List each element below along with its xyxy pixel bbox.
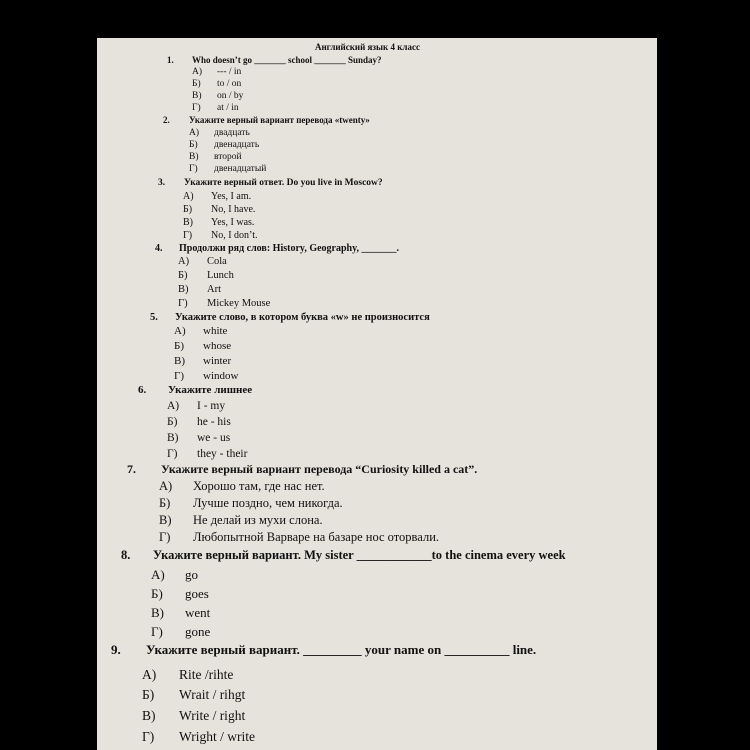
option-text: двадцать: [214, 128, 250, 138]
option-letter: А): [183, 191, 194, 202]
question-text: Продолжи ряд слов: History, Geography, _______.: [179, 243, 400, 254]
option-letter: А): [159, 479, 173, 493]
option-letter: Б): [192, 79, 201, 89]
question-number: 1.: [167, 55, 174, 65]
option-letter: Г): [178, 298, 188, 309]
option-letter: В): [189, 152, 199, 162]
option-text: we - us: [197, 432, 231, 444]
option-text: Yes, I was.: [211, 217, 255, 228]
option-text: at / in: [217, 103, 239, 113]
option-letter: Г): [192, 103, 201, 113]
option-text: Лучше поздно, чем никогда.: [193, 496, 343, 510]
option-text: No, I don’t.: [211, 230, 258, 241]
option-letter: В): [183, 217, 193, 228]
option-text: on / by: [217, 91, 244, 101]
option-text: двенадцать: [214, 140, 260, 150]
option-text: Lunch: [207, 270, 234, 281]
option-text: he - his: [197, 416, 231, 428]
question-number: 2.: [163, 115, 170, 125]
option-letter: Б): [189, 140, 198, 150]
question-text: Укажите лишнее: [168, 384, 253, 396]
option-letter: В): [159, 513, 172, 527]
option-letter: Б): [151, 586, 163, 601]
option-text: to / on: [217, 79, 242, 89]
option-text: второй: [214, 152, 242, 162]
option-text: go: [185, 567, 198, 582]
worksheet-title: Английский язык 4 класс: [315, 42, 420, 52]
question-text: Укажите верный вариант перевода «twenty»: [189, 115, 370, 125]
option-letter: А): [167, 400, 180, 412]
option-text: --- / in: [217, 67, 242, 77]
option-text: white: [203, 325, 228, 337]
question-number: 3.: [158, 178, 166, 188]
question-number: 5.: [150, 312, 158, 323]
option-text: Rite /rihte: [179, 667, 234, 682]
question-number: 7.: [127, 462, 136, 476]
option-letter: В): [174, 355, 185, 367]
option-letter: Г): [183, 230, 193, 241]
option-letter: Г): [159, 530, 171, 544]
option-text: I - my: [197, 400, 226, 412]
option-letter: А): [151, 567, 165, 582]
option-letter: Г): [142, 729, 155, 744]
option-letter: Б): [167, 416, 178, 428]
option-text: Art: [207, 284, 221, 295]
option-letter: В): [192, 91, 202, 101]
option-letter: А): [174, 325, 186, 337]
option-text: goes: [185, 586, 209, 601]
option-text: Wright / write: [179, 729, 255, 744]
question-number: 9.: [111, 642, 121, 657]
option-letter: В): [142, 708, 156, 723]
option-text: Не делай из мухи слона.: [193, 513, 323, 527]
option-letter: В): [167, 432, 179, 444]
option-text: window: [203, 370, 239, 382]
worksheet-paper: [97, 38, 657, 750]
question-text: Укажите верный ответ. Do you live in Moscow?: [184, 178, 383, 188]
question-number: 6.: [138, 384, 147, 396]
option-letter: В): [151, 605, 164, 620]
option-letter: А): [178, 256, 190, 267]
option-text: they - their: [197, 448, 248, 460]
question-text: Who doesn’t go _______ school _______ Sunday?: [192, 55, 382, 65]
option-text: Любопытной Варваре на базаре нос оторвали.: [193, 530, 440, 544]
option-text: went: [185, 605, 211, 620]
option-text: gone: [185, 624, 211, 639]
question-text: Укажите слово, в котором буква «w» не произносится: [175, 312, 430, 323]
option-text: Хорошо там, где нас нет.: [193, 479, 325, 493]
option-letter: А): [192, 67, 203, 77]
question-text: Укажите верный вариант. My sister ____________to the cinema every week: [153, 548, 566, 562]
option-letter: Б): [183, 204, 193, 215]
option-letter: Б): [178, 270, 188, 281]
option-text: Mickey Mouse: [207, 298, 271, 309]
option-text: двенадцатый: [214, 164, 267, 174]
option-text: winter: [203, 355, 232, 367]
option-letter: Б): [159, 496, 171, 510]
option-letter: А): [189, 128, 200, 138]
option-letter: Б): [142, 687, 155, 702]
option-text: Cola: [207, 256, 227, 267]
question-number: 8.: [121, 548, 131, 562]
option-text: No, I have.: [211, 204, 256, 215]
option-letter: Г): [151, 624, 163, 639]
option-letter: Г): [167, 448, 178, 460]
option-letter: Г): [174, 370, 185, 382]
question-number: 4.: [155, 243, 163, 254]
option-text: Write / right: [179, 708, 246, 723]
option-letter: В): [178, 284, 189, 295]
option-letter: А): [142, 667, 157, 682]
option-text: Yes, I am.: [211, 191, 252, 202]
question-text: Укажите верный вариант. _________ your name on __________ line.: [146, 642, 537, 657]
option-text: whose: [203, 340, 232, 352]
option-letter: Б): [174, 340, 184, 352]
option-letter: Г): [189, 164, 198, 174]
question-text: Укажите верный вариант перевода “Curiosity killed a cat”.: [161, 462, 478, 476]
option-text: Wrait / rihgt: [179, 687, 246, 702]
